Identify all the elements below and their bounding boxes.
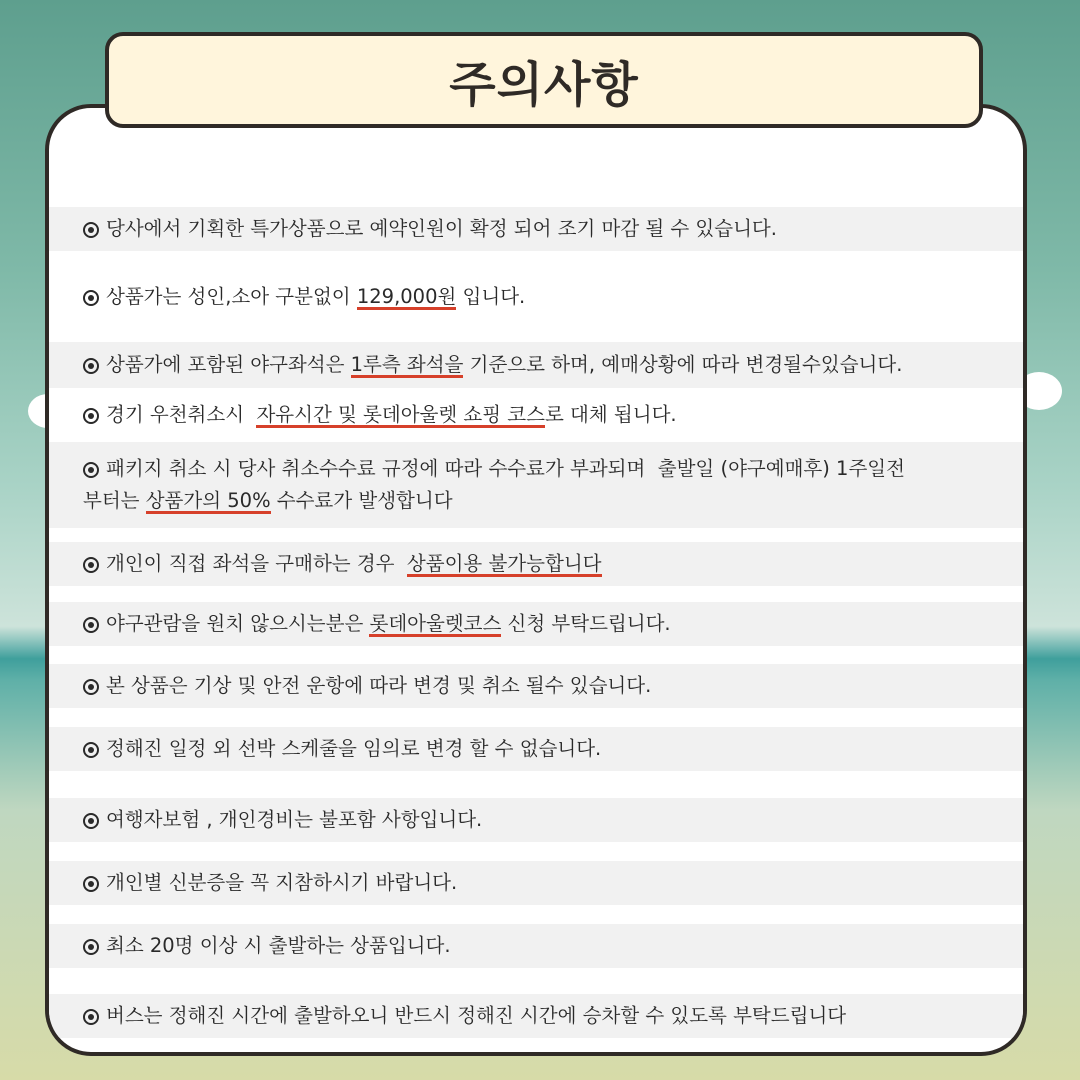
list-item xyxy=(49,727,1023,771)
list-item xyxy=(49,392,1023,438)
item-text: 상품가는 성인,소아 구분없이 xyxy=(106,285,357,308)
item-text: 상품가에 포함된 야구좌석은 xyxy=(106,353,351,376)
item-text: 최소 20명 이상 시 출발하는 상품입니다. xyxy=(106,934,451,957)
circle-dot-icon xyxy=(83,222,99,238)
circle-dot-icon xyxy=(83,290,99,306)
list-item xyxy=(49,994,1023,1038)
circle-dot-icon xyxy=(83,358,99,374)
circle-dot-icon xyxy=(83,876,99,892)
item-text: 야구관람을 원치 않으시는분은 xyxy=(106,612,370,635)
list-item xyxy=(49,798,1023,842)
circle-dot-icon xyxy=(83,813,99,829)
circle-dot-icon xyxy=(83,617,99,633)
title-banner xyxy=(105,32,983,128)
circle-dot-icon xyxy=(83,939,99,955)
item-text-post: 기준으로 하며, 예매상황에 따라 변경될수있습니다. xyxy=(463,353,903,376)
circle-dot-icon xyxy=(83,742,99,758)
item-text: 정해진 일정 외 선박 스케줄을 임의로 변경 할 수 없습니다. xyxy=(106,737,602,760)
item-text: 패키지 취소 시 당사 취소수수료 규정에 따라 수수료가 부과되며 출발일 (야구예매후) 1주일전 부터는 xyxy=(83,457,905,512)
list-item xyxy=(49,275,1023,319)
circle-dot-icon xyxy=(83,1009,99,1025)
item-highlight: 129,000원 xyxy=(356,285,457,308)
circle-dot-icon xyxy=(83,557,99,573)
item-highlight: 상품가의 50% xyxy=(145,489,271,512)
list-item xyxy=(49,664,1023,708)
item-highlight: 1루측 좌석을 xyxy=(350,353,464,376)
item-highlight: 롯데아울렛코스 xyxy=(369,612,502,635)
item-text: 개인이 직접 좌석을 구매하는 경우 xyxy=(106,552,407,575)
list-item xyxy=(49,442,1023,528)
item-text-post: 로 대체 됩니다. xyxy=(544,403,677,426)
list-item xyxy=(49,542,1023,586)
notice-card xyxy=(45,104,1027,1056)
list-item xyxy=(49,342,1023,388)
circle-dot-icon xyxy=(83,679,99,695)
circle-dot-icon xyxy=(83,462,99,478)
item-highlight: 상품이용 불가능합니다 xyxy=(406,552,602,575)
list-item xyxy=(49,207,1023,251)
item-text: 여행자보험 , 개인경비는 불포함 사항입니다. xyxy=(106,808,483,831)
item-text-post: 수수료가 발생합니다 xyxy=(270,489,453,512)
item-highlight: 자유시간 및 롯데아울렛 쇼핑 코스 xyxy=(256,403,545,426)
item-text: 본 상품은 기상 및 안전 운항에 따라 변경 및 취소 될수 있습니다. xyxy=(106,674,652,697)
item-text-post: 입니다. xyxy=(456,285,526,308)
page-title: 주의사항 xyxy=(449,56,639,113)
item-text: 경기 우천취소시 xyxy=(106,403,257,426)
list-item xyxy=(49,602,1023,646)
item-text: 개인별 신분증을 꼭 지참하시기 바랍니다. xyxy=(106,871,458,894)
item-text: 버스는 정해진 시간에 출발하오니 반드시 정해진 시간에 승차할 수 있도록 부탁드립니다 xyxy=(106,1004,847,1027)
item-text-post: 신청 부탁드립니다. xyxy=(501,612,671,635)
circle-dot-icon xyxy=(83,408,99,424)
list-item xyxy=(49,924,1023,968)
list-item xyxy=(49,861,1023,905)
item-text: 당사에서 기획한 특가상품으로 예약인원이 확정 되어 조기 마감 될 수 있습니다. xyxy=(106,217,777,240)
